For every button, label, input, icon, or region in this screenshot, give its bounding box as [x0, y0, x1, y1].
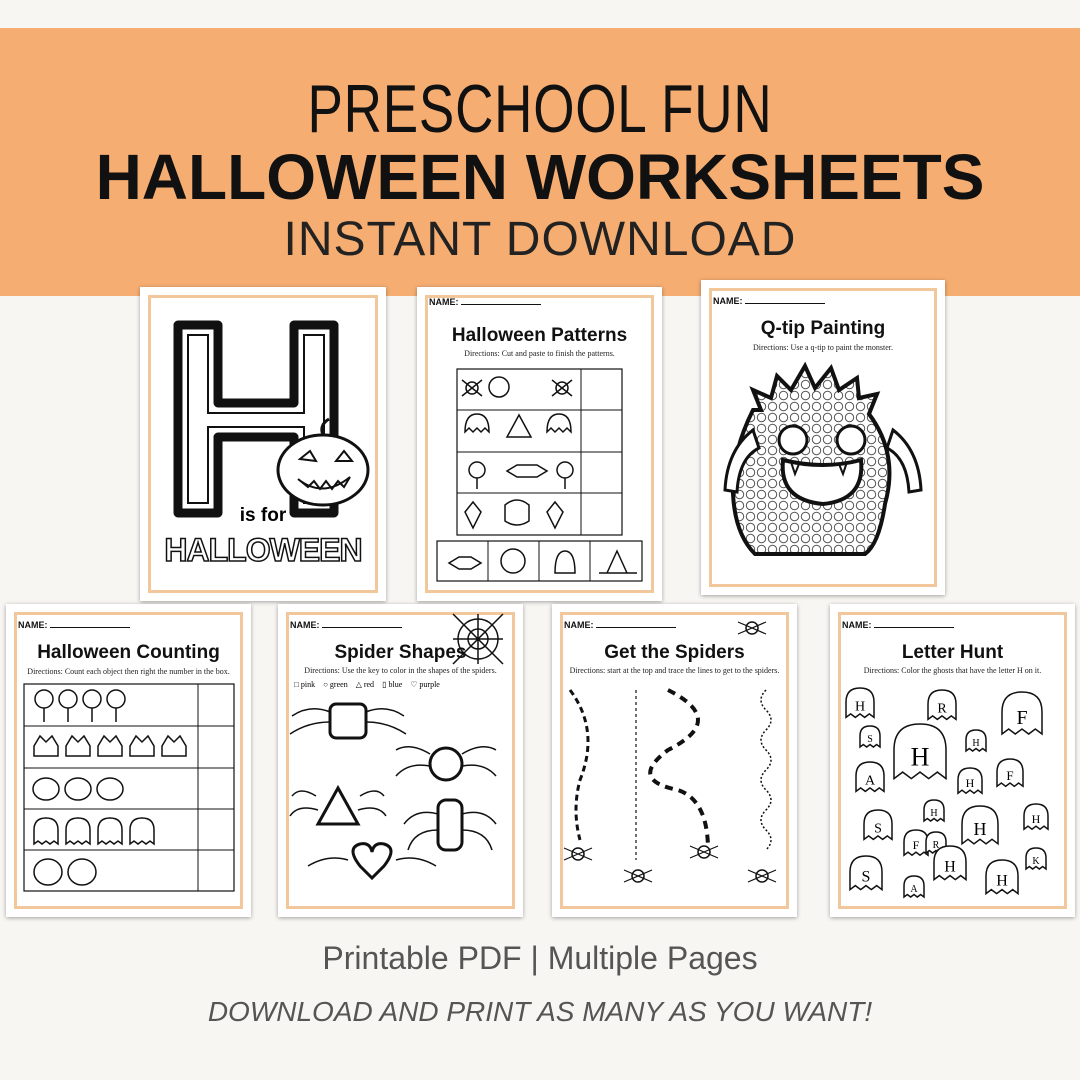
worksheet-qtip — [701, 280, 945, 595]
ghost-letter — [928, 690, 956, 719]
is-for-label: is for — [239, 505, 287, 526]
name-field: NAME: — [713, 296, 825, 306]
ghost-letter-text: H — [972, 738, 980, 749]
key-blue: ▯ blue — [382, 680, 403, 689]
ghost-letter — [856, 762, 884, 791]
page-title: Q-tip Painting — [760, 318, 886, 339]
ghost-letter-text: H — [1031, 812, 1041, 827]
page-title: Letter Hunt — [901, 642, 1004, 663]
ghost-letter-text: S — [874, 821, 882, 837]
ghost-letter — [1024, 804, 1048, 829]
name-field: NAME: — [564, 620, 676, 630]
ghost-letter-text: F — [1006, 767, 1014, 783]
header-title: HALLOWEEN WORKSHEETS — [95, 141, 985, 213]
worksheet-h-is-for — [140, 287, 386, 601]
footer-formats: Printable PDF | Multiple Pages — [322, 940, 758, 976]
page-directions: Directions: Use the key to color in the shapes of the spiders. — [304, 666, 497, 675]
page-directions: Directions: start at the top and trace the lines to get to the spiders. — [569, 666, 780, 675]
ghost-letter — [864, 810, 892, 839]
page-title: Get the Spiders — [604, 642, 745, 663]
worksheet-patterns — [417, 287, 662, 601]
name-field: NAME: — [429, 297, 541, 307]
name-field: NAME: — [290, 620, 402, 630]
ghost-letter — [860, 726, 880, 747]
ghost-letter-text: S — [867, 734, 873, 745]
ghost-letter — [904, 876, 924, 897]
header-line1: PRESCHOOL FUN — [307, 71, 773, 147]
ghost-letter-text: S — [861, 868, 871, 886]
key-red: △ red — [355, 680, 375, 689]
ghost-letter-text: H — [996, 872, 1008, 890]
ghost-letter-text: F — [912, 838, 920, 853]
ghost-letter-text: A — [864, 773, 876, 789]
footer-tagline: DOWNLOAD AND PRINT AS MANY AS YOU WANT! — [207, 996, 873, 1027]
ghost-letter — [1002, 692, 1042, 734]
pattern-grid — [417, 287, 662, 601]
halloween-word: HALLOWEEN — [164, 532, 362, 568]
ghost-letter — [958, 768, 982, 793]
ghost-letter-text: H — [965, 776, 975, 791]
ghost-letter-text: H — [854, 699, 866, 715]
page-title: Spider Shapes — [334, 642, 467, 663]
ghost-letter — [924, 800, 944, 821]
name-field: NAME: — [842, 620, 954, 630]
key-purple: ♡ purple — [410, 680, 440, 689]
counting-grid — [6, 604, 251, 917]
worksheet-spider-shapes — [278, 604, 523, 917]
ghost-letter — [986, 860, 1018, 894]
name-field: NAME: — [18, 620, 130, 630]
ghost-letter — [962, 806, 998, 844]
page-title: Halloween Patterns — [451, 325, 628, 346]
ghost-letter — [966, 730, 986, 751]
monster-icon — [701, 280, 945, 595]
ghost-field — [830, 604, 1075, 917]
ghost-letter-text: R — [937, 701, 947, 717]
page-directions: Directions: Cut and paste to finish the patterns. — [464, 349, 615, 358]
page-directions: Directions: Use a q-tip to paint the monster. — [753, 343, 893, 352]
header-line3: INSTANT DOWNLOAD — [283, 213, 797, 266]
ghost-letter — [997, 759, 1023, 786]
worksheet-counting — [6, 604, 251, 917]
ghost-letter — [850, 856, 882, 890]
ghost-letter-text: H — [944, 858, 956, 876]
ghost-letter — [1026, 848, 1046, 869]
worksheet-get-spiders — [552, 604, 797, 917]
key-pink: □ pink — [294, 680, 316, 689]
page-title: Halloween Counting — [37, 642, 220, 663]
page-directions: Directions: Color the ghosts that have the letter H on it. — [863, 666, 1042, 675]
ghost-letter-text: H — [973, 818, 987, 839]
key-green: ○ green — [323, 680, 348, 689]
ghost-letter-text: H — [930, 808, 938, 819]
ghost-letter — [934, 846, 966, 880]
page-directions: Directions: Count each object then right the number in the box. — [27, 667, 230, 676]
spider-drawings — [278, 604, 523, 917]
ghost-letter-text: F — [1016, 707, 1028, 729]
ghost-letter — [904, 830, 928, 855]
ghost-letter — [846, 688, 874, 717]
ghost-letter-text: A — [910, 884, 918, 895]
ghost-letter-text: K — [1032, 856, 1040, 867]
worksheet-letter-hunt — [830, 604, 1075, 917]
ghost-letter-text: R — [932, 840, 940, 851]
ghost-letter-text: H — [910, 742, 930, 772]
ghost-letter — [894, 724, 946, 779]
trace-lines — [552, 604, 797, 917]
